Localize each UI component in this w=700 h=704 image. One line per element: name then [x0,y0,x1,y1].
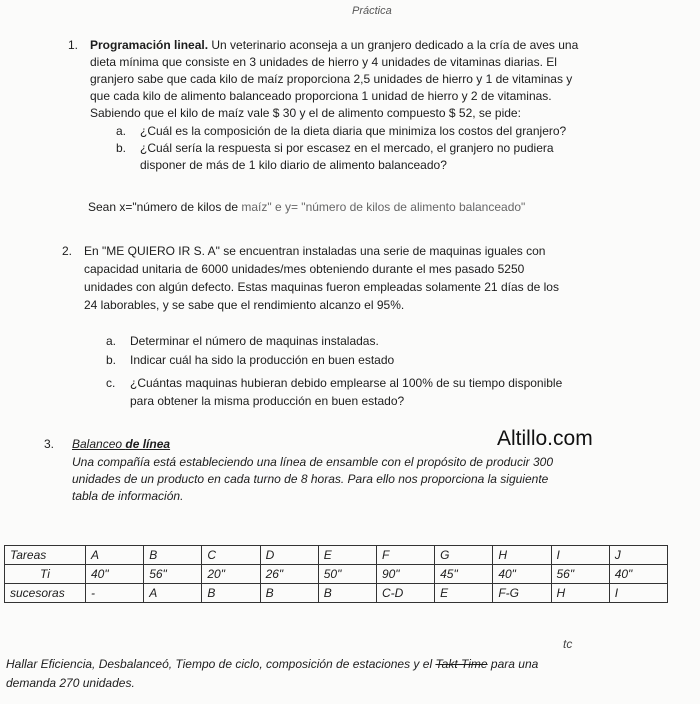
problem-1a-text: ¿Cuál es la composición de la dieta diaria que minimiza los costos del granjero? [140,124,567,138]
table-cell: H [493,546,551,565]
variable-definition-b: maíz" e y= "número de kilos de alimento balanceado" [241,200,526,214]
problem-2b-text: Indicar cuál ha sido la producción en buen estado [130,353,395,367]
problem-1a-marker: a. [116,124,127,138]
problem-1-line-4: que cada kilo de alimento balanceado proporciona 1 unidad de hierro y 2 de vitaminas. [90,89,552,103]
table-cell: 40" [609,565,667,584]
problem-1-line-1-text: Un veterinario aconseja a un granjero dedicado a la cría de aves una [208,38,579,52]
table-cell: B [202,584,260,603]
final-question-line-2: demanda 270 unidades. [6,676,135,690]
problem-2c-line-1: ¿Cuántas maquinas hubieran debido emplearse al 100% de su tiempo disponible [130,376,563,390]
table-cell: C [202,546,260,565]
problem-1-line-1 [90,38,578,52]
problem-1b-line-1: ¿Cuál sería la respuesta si por escasez en el mercado, el granjero no pudiera [140,141,554,155]
problem-2-line-1: En "ME QUIERO IR S. A" se encuentran instaladas una serie de maquinas iguales con [84,244,546,258]
problem-1-line-5: Sabiendo que el kilo de maíz vale $ 30 y el de alimento compuesto $ 52, se pide: [90,106,521,120]
final-question-line-1 [6,657,538,671]
table-row [5,546,668,565]
problem-3-number: 3. [44,437,55,451]
problem-2a-marker: a. [106,334,117,348]
table-cell: 40" [86,565,144,584]
table-cell: I [609,584,667,603]
table-cell: I [551,546,609,565]
table-cell: 26" [260,565,318,584]
table-cell: Tareas [5,546,86,565]
problem-3-heading-a: Balanceo [72,437,126,451]
table-cell: - [86,584,144,603]
problem-1b-marker: b. [116,141,127,155]
problem-2c-marker: c. [106,376,116,390]
problem-2c-line-2: para obtener la misma producción en buen estado? [130,394,405,408]
table-cell: 20" [202,565,260,584]
table-cell: E [318,546,376,565]
table-cell: A [144,584,202,603]
information-table [4,545,668,603]
watermark-text: Altillo.com [497,427,593,450]
problem-3-heading-b: de línea [125,437,171,451]
table-cell: 56" [551,565,609,584]
problem-2a-text: Determinar el número de maquinas instaladas. [130,334,379,348]
table-cell: 90" [376,565,434,584]
table-cell: E [435,584,493,603]
problem-1b-line-2: disponer de más de 1 kilo diario de alimento balanceado? [140,158,447,172]
table-cell: Ti [5,565,86,584]
table-cell: 45" [435,565,493,584]
table-cell: H [551,584,609,603]
problem-2-number: 2. [62,244,73,258]
table-cell: C-D [376,584,434,603]
problem-1-number: 1. [68,38,79,52]
table-cell: 40" [493,565,551,584]
variable-definition-a: Sean x="número de kilos de [88,200,242,214]
table-cell: B [144,546,202,565]
problem-3-line-3: tabla de información. [72,489,184,503]
table-cell: D [260,546,318,565]
problem-3-line-2: unidades de un producto en cada turno de 8 horas. Para ello nos proporciona la siguiente [72,472,549,486]
problem-3-heading [72,437,170,451]
problem-1-heading: Programación lineal. [90,38,209,52]
table-cell: F-G [493,584,551,603]
problem-1-line-2: dieta mínima que consiste en 3 unidades de hierro y 4 unidades de vitaminas diarias. El [90,55,557,69]
table-cell: J [609,546,667,565]
table-row [5,584,668,603]
table-cell: 50" [318,565,376,584]
table-cell: G [435,546,493,565]
table-cell: B [260,584,318,603]
struck-text: Takt Time [435,657,488,671]
problem-2-line-2: capacidad unitaria de 6000 unidades/mes obteniendo durante el mes pasado 5250 [84,262,525,276]
problem-1-line-3: granjero sabe que cada kilo de maíz proporciona 2,5 unidades de hierro y 1 de vitaminas y [90,72,573,86]
table-cell: B [318,584,376,603]
table-cell: sucesoras [5,584,86,603]
problem-2b-marker: b. [106,353,117,367]
table-cell: A [86,546,144,565]
page-title: Práctica [352,5,392,17]
table-cell: F [376,546,434,565]
problem-3-line-1: Una compañía está estableciendo una línea de ensamble con el propósito de producir 300 [72,455,553,469]
table-row [5,565,668,584]
handwritten-note: tc [563,637,573,651]
problem-2-line-3: unidades con algún defecto. Estas maquinas fueron empleadas solamente 21 días de los [84,280,559,294]
problem-2-line-4: 24 laborables, y se sabe que el rendimiento alcanzo el 95%. [84,298,405,312]
final-question-b: para una [487,657,539,671]
table-cell: 56" [144,565,202,584]
variable-definition [88,200,525,214]
final-question-a: Hallar Eficiencia, Desbalanceó, Tiempo de ciclo, composición de estaciones y el [6,657,436,671]
